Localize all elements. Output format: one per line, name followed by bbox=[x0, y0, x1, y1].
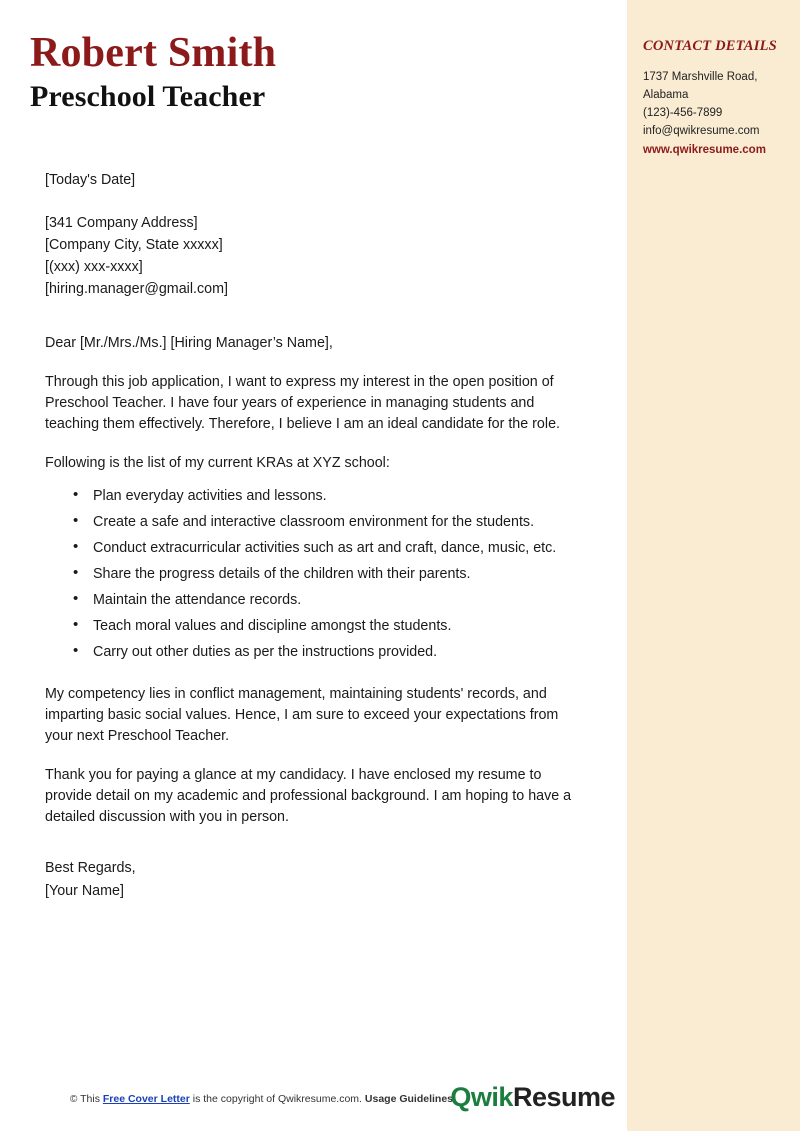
copyright-icon: © bbox=[70, 1094, 78, 1105]
list-item: • Carry out other duties as per the instructions provided. bbox=[93, 642, 587, 662]
logo-qwik: Qwik bbox=[450, 1082, 513, 1112]
list-item: • Conduct extracurricular activities such as art and craft, dance, music, etc. bbox=[93, 538, 587, 558]
contact-phone: (123)-456-7899 bbox=[643, 107, 723, 119]
contact-website[interactable]: www.qwikresume.com bbox=[643, 144, 766, 156]
contact-email[interactable]: info@qwikresume.com bbox=[643, 125, 760, 137]
letter-body bbox=[30, 170, 587, 902]
letter-date: [Today's Date] bbox=[45, 172, 136, 189]
paragraph-competency: My competency lies in conflict management, maintaining students' records, and imparting basic social values. Hence, I am sure to exceed your expectations from your next Preschool Teacher. bbox=[45, 686, 559, 745]
free-cover-letter-link[interactable]: Free Cover Letter bbox=[102, 1093, 190, 1105]
footer-text-middle: is the copyright of Qwikresume.com. bbox=[192, 1093, 362, 1105]
closing-line: Best Regards, bbox=[45, 860, 136, 877]
recipient-line: [341 Company Address] bbox=[45, 215, 198, 232]
list-item: • Maintain the attendance records. bbox=[93, 590, 587, 610]
candidate-name: Robert Smith bbox=[30, 30, 277, 76]
paragraph-intro: Through this job application, I want to express my interest in the open position of Preschool Teacher. I have four years of experience in managing students and teaching them effectively. Therefore, I believe I am an ideal candidate for the role. bbox=[45, 374, 560, 433]
list-item: • Share the progress details of the children with their parents. bbox=[93, 564, 587, 584]
contact-address-line-1: 1737 Marshville Road, bbox=[643, 71, 758, 83]
contact-sidebar bbox=[627, 0, 800, 1131]
list-item: • Create a safe and interactive classroom environment for the students. bbox=[93, 512, 587, 532]
recipient-address bbox=[45, 213, 587, 300]
recipient-line: [Company City, State xxxxx] bbox=[45, 237, 223, 254]
paragraph-thanks: Thank you for paying a glance at my candidacy. I have enclosed my resume to provide detail on my academic and professional background. I am hoping to have a detailed discussion with you in person. bbox=[45, 767, 572, 826]
contact-address-line-2: Alabama bbox=[643, 89, 689, 101]
salutation: Dear [Mr./Mrs./Ms.] [Hiring Manager’s Name], bbox=[45, 335, 333, 352]
footer-copyright bbox=[70, 1093, 453, 1105]
logo-resume: Resume bbox=[512, 1082, 615, 1112]
kra-intro: Following is the list of my current KRAs at XYZ school: bbox=[45, 455, 390, 472]
contact-details-heading: CONTACT DETAILS bbox=[643, 38, 777, 54]
list-item: • Plan everyday activities and lessons. bbox=[93, 486, 587, 506]
recipient-line: [(xxx) xxx-xxxx] bbox=[45, 259, 143, 276]
kra-list bbox=[45, 486, 587, 662]
usage-guidelines-link[interactable]: Usage Guidelines bbox=[364, 1093, 454, 1105]
signoff-block bbox=[45, 858, 587, 902]
footer-text-before: This bbox=[80, 1093, 100, 1105]
candidate-role: Preschool Teacher bbox=[30, 80, 266, 114]
signature-line: [Your Name] bbox=[45, 883, 124, 900]
qwikresume-logo bbox=[450, 1082, 615, 1113]
recipient-line: [hiring.manager@gmail.com] bbox=[45, 281, 228, 298]
list-item: • Teach moral values and discipline amongst the students. bbox=[93, 616, 587, 636]
